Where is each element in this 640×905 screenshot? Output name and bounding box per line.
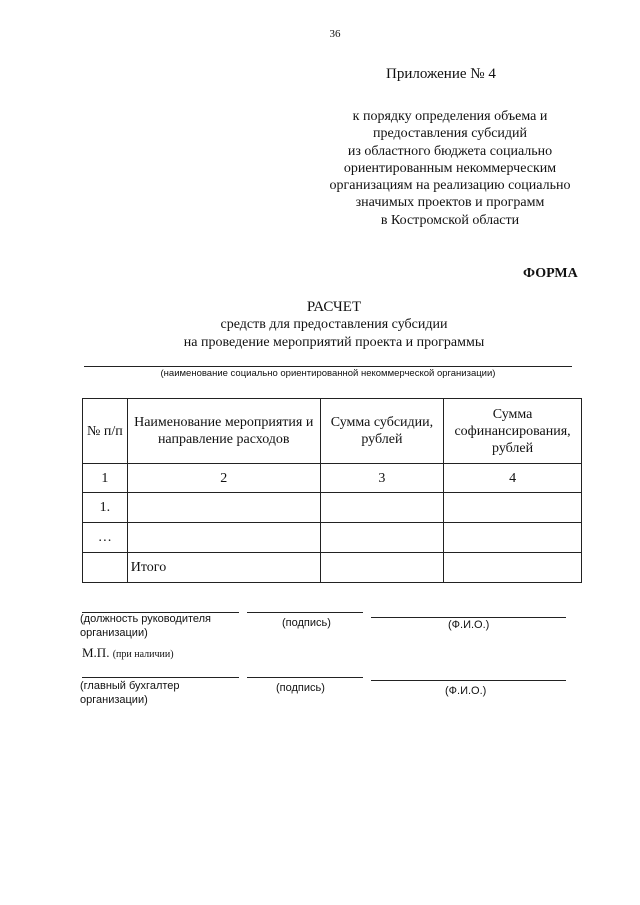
stamp-label: М.П.: [82, 645, 110, 660]
appendix-line: в Костромской области: [380, 212, 520, 228]
head-fio-caption: (Ф.И.О.): [448, 619, 490, 631]
column-number: 4: [444, 464, 582, 493]
table-cell: [444, 523, 582, 553]
table-cell: [83, 553, 128, 583]
appendix-line: значимых проектов и программ: [355, 195, 545, 211]
table-cell: [127, 493, 320, 523]
header-cofinancing: Сумма софинансирования, рублей: [444, 399, 582, 464]
page-number: 36: [329, 28, 341, 40]
form-label: ФОРМА: [523, 266, 578, 281]
organization-name-line: [84, 366, 572, 367]
calculation-table: [82, 398, 582, 583]
appendix-description: [300, 108, 600, 229]
appendix-line: предоставления субсидий: [372, 126, 528, 142]
table-cell: [320, 493, 443, 523]
caption-line: (главный бухгалтер: [80, 680, 180, 692]
table-cell: [127, 523, 320, 553]
table-cell: [320, 553, 443, 583]
title-heading: РАСЧЕТ: [306, 299, 362, 315]
accountant-position-line: [82, 677, 239, 678]
total-label: Итого: [127, 553, 320, 583]
title-subline: средств для предоставления субсидии: [220, 317, 448, 332]
appendix-line: организациям на реализацию социально: [329, 178, 571, 194]
column-number-row: [83, 464, 582, 493]
table-header-row: [83, 399, 582, 464]
head-signature-line: [247, 612, 363, 613]
header-subsidy: Сумма субсидии, рублей: [320, 399, 443, 464]
table-total-row: [83, 553, 582, 583]
accountant-fio-line: [371, 680, 566, 681]
appendix-title: Приложение № 4: [386, 66, 496, 82]
appendix-line: из областного бюджета социально: [347, 143, 553, 159]
table-cell: …: [83, 523, 128, 553]
column-number: 3: [320, 464, 443, 493]
header-number: № п/п: [83, 399, 128, 464]
head-position-caption: [80, 613, 211, 640]
caption-line: организации): [80, 693, 148, 706]
accountant-signature-line: [247, 677, 363, 678]
stamp-note: (при наличии): [112, 649, 174, 660]
table-cell: [320, 523, 443, 553]
organization-name-caption: (наименование социально ориентированной некоммерческой организации): [160, 368, 496, 379]
table-row: [83, 493, 582, 523]
accountant-signature-caption: (подпись): [276, 682, 325, 694]
caption-line: (должность руководителя: [80, 613, 212, 625]
title-subline: на проведение мероприятий проекта и программы: [183, 335, 485, 350]
column-number: 1: [83, 464, 128, 493]
table-cell: 1.: [83, 493, 128, 523]
table-cell: [444, 553, 582, 583]
column-number: 2: [127, 464, 320, 493]
accountant-fio-caption: (Ф.И.О.): [445, 685, 487, 697]
appendix-line: к порядку определения объема и: [352, 109, 548, 124]
accountant-position-caption: [80, 680, 180, 707]
table-cell: [444, 493, 582, 523]
caption-line: организации): [80, 626, 148, 639]
stamp-placeholder: [82, 645, 174, 661]
table-row: [83, 523, 582, 553]
header-activity: Наименование мероприятия и направление расходов: [127, 399, 320, 464]
head-signature-caption: (подпись): [282, 617, 331, 629]
appendix-line: ориентированным некоммерческим: [343, 160, 557, 176]
document-title: [0, 298, 640, 352]
head-fio-line: [371, 617, 566, 618]
